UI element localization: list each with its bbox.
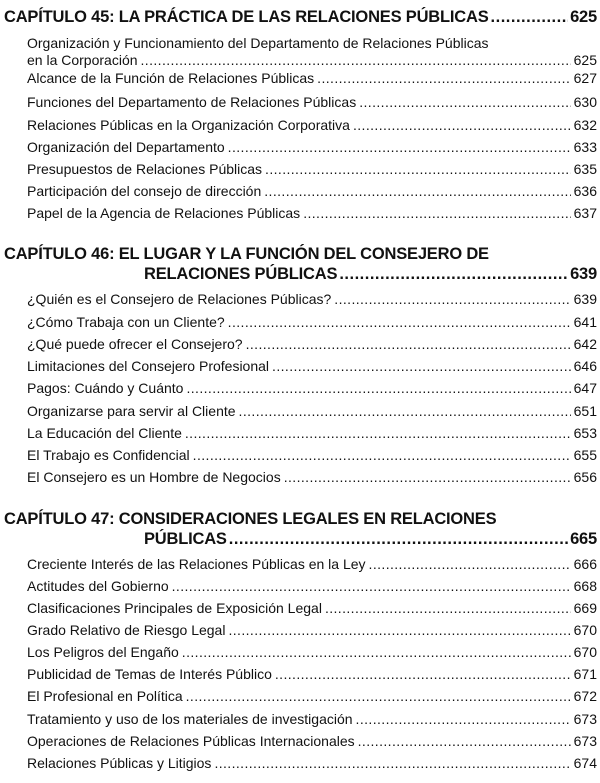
entry-page-number: 635 — [573, 161, 597, 177]
entry-page-number: 636 — [573, 183, 597, 199]
leader-dots — [272, 358, 571, 375]
entry-page-number: 668 — [573, 578, 597, 594]
toc-entry[interactable] — [27, 755, 597, 772]
entry-title: ¿Cómo Trabaja con un Cliente? — [27, 314, 225, 330]
entry-page-number: 673 — [573, 711, 597, 727]
entry-page-number: 630 — [573, 94, 597, 110]
entry-page-number: 641 — [573, 314, 597, 330]
entry-title: Operaciones de Relaciones Públicas Internacionales — [27, 733, 355, 749]
toc-entry[interactable] — [27, 425, 597, 442]
entry-page-number: 674 — [573, 755, 597, 771]
entry-title: Alcance de la Función de Relaciones Públicas — [27, 70, 315, 86]
entry-title: Tratamiento y uso de los materiales de investigación — [27, 711, 353, 727]
entry-page-number: 647 — [573, 380, 597, 396]
leader-dots — [185, 425, 571, 442]
entry-title: ¿Qué puede ofrecer el Consejero? — [27, 336, 243, 352]
entry-title: Limitaciones del Consejero Profesional — [27, 358, 270, 374]
toc-entry[interactable] — [27, 117, 597, 134]
leader-dots — [284, 469, 571, 486]
entry-title: Los Peligros del Engaño — [27, 644, 179, 660]
chapter-page-number: 625 — [570, 8, 597, 26]
entry-page-number: 673 — [573, 733, 597, 749]
entry-title: Actitudes del Gobierno — [27, 578, 169, 594]
leader-dots — [182, 644, 571, 661]
leader-dots — [353, 117, 571, 134]
leader-dots — [186, 380, 570, 397]
toc-entry[interactable] — [27, 666, 597, 683]
leader-dots — [369, 556, 571, 573]
entry-title: El Trabajo es Confidencial — [27, 447, 190, 463]
entry-page-number: 646 — [573, 358, 597, 374]
toc-entry[interactable] — [27, 622, 597, 639]
toc-entry[interactable] — [27, 205, 597, 222]
leader-dots — [275, 666, 571, 683]
toc-entry[interactable] — [27, 291, 597, 308]
entry-page-number: 639 — [573, 291, 597, 307]
leader-dots — [265, 161, 571, 178]
leader-dots — [228, 139, 571, 156]
entry-page-number: 671 — [573, 666, 597, 682]
leader-dots — [317, 70, 570, 87]
chapter-heading — [4, 244, 597, 284]
entry-title: Relaciones Públicas en la Organización Corporativa — [27, 117, 350, 133]
toc-entry[interactable] — [27, 578, 597, 595]
toc-entry[interactable] — [27, 556, 597, 573]
entry-title-line2: en la Corporación — [27, 52, 138, 68]
toc-entry[interactable] — [27, 733, 597, 750]
chapter-title-line2: RELACIONES PÚBLICAS — [144, 265, 338, 283]
toc-entry[interactable] — [27, 600, 597, 617]
chapter-title-line1: CAPÍTULO 47: CONSIDERACIONES LEGALES EN RELACIONES — [4, 510, 497, 528]
leader-dots — [491, 7, 569, 27]
entry-title: Clasificaciones Principales de Exposición Legal — [27, 600, 322, 616]
leader-dots — [356, 711, 571, 728]
entry-page-number: 670 — [573, 644, 597, 660]
chapter-heading — [4, 7, 597, 27]
toc-entry[interactable] — [27, 161, 597, 178]
entry-title: El Profesional en Política — [27, 688, 183, 704]
entry-page-number: 655 — [573, 447, 597, 463]
toc-entry[interactable] — [27, 183, 597, 200]
toc-entry[interactable] — [27, 35, 597, 69]
entry-title: Funciones del Departamento de Relaciones Públicas — [27, 94, 357, 110]
chapter-page-number: 639 — [570, 265, 597, 283]
entry-page-number: 627 — [573, 70, 597, 86]
toc-entry[interactable] — [27, 139, 597, 156]
leader-dots — [334, 291, 570, 308]
entry-title: El Consejero es un Hombre de Negocios — [27, 469, 281, 485]
toc-entry[interactable] — [27, 447, 597, 464]
toc-entry[interactable] — [27, 711, 597, 728]
entry-title: Organizarse para servir al Cliente — [27, 403, 236, 419]
toc-entry[interactable] — [27, 380, 597, 397]
chapter-title-line1: CAPÍTULO 46: EL LUGAR Y LA FUNCIÓN DEL CONSEJERO DE — [4, 245, 489, 263]
toc-entry[interactable] — [27, 336, 597, 353]
chapter-title-line2: PÚBLICAS — [144, 530, 227, 548]
leader-dots — [228, 622, 570, 639]
entry-page-number: 656 — [573, 469, 597, 485]
entry-title: Creciente Interés de las Relaciones Públicas en la Ley — [27, 556, 366, 572]
chapter-title: CAPÍTULO 45: LA PRÁCTICA DE LAS RELACIONES PÚBLICAS — [4, 8, 489, 26]
entry-title: Grado Relativo de Riesgo Legal — [27, 622, 226, 638]
entry-title: Pagos: Cuándo y Cuánto — [27, 380, 184, 396]
leader-dots — [246, 336, 571, 353]
toc-entry[interactable] — [27, 688, 597, 705]
entry-page-number: 653 — [573, 425, 597, 441]
toc-entry[interactable] — [27, 70, 597, 87]
entry-title: La Educación del Cliente — [27, 425, 182, 441]
toc-entry[interactable] — [27, 94, 597, 111]
entry-title: ¿Quién es el Consejero de Relaciones Públicas? — [27, 291, 332, 307]
leader-dots — [303, 205, 570, 222]
leader-dots — [339, 264, 568, 284]
toc-entry[interactable] — [27, 314, 597, 331]
entry-page-number: 672 — [573, 688, 597, 704]
entry-title: Presupuestos de Relaciones Públicas — [27, 161, 263, 177]
leader-dots — [264, 183, 570, 200]
chapter-heading-line — [4, 7, 597, 27]
entry-page-number: 669 — [573, 600, 597, 616]
leader-dots — [172, 578, 571, 595]
leader-dots — [193, 447, 571, 464]
chapter-heading — [4, 509, 597, 549]
entry-page-number: 625 — [573, 52, 597, 68]
entry-page-number: 642 — [573, 336, 597, 352]
leader-dots — [359, 94, 570, 111]
entry-title: Organización del Departamento — [27, 139, 225, 155]
chapter-page-number: 665 — [570, 530, 597, 548]
leader-dots — [228, 314, 571, 331]
entry-title: Participación del consejo de dirección — [27, 183, 262, 199]
leader-dots — [325, 600, 571, 617]
entry-page-number: 651 — [573, 403, 597, 419]
entry-page-number: 670 — [573, 622, 597, 638]
toc-entry[interactable] — [27, 644, 597, 661]
leader-dots — [358, 733, 571, 750]
leader-dots — [229, 529, 568, 549]
entry-page-number: 666 — [573, 556, 597, 572]
entry-page-number: 637 — [573, 205, 597, 221]
leader-dots — [239, 403, 571, 420]
leader-dots — [141, 52, 571, 69]
entry-title: Publicidad de Temas de Interés Público — [27, 666, 272, 682]
entry-page-number: 632 — [573, 117, 597, 133]
toc-entry[interactable] — [27, 358, 597, 375]
leader-dots — [186, 688, 571, 705]
toc-entry[interactable] — [27, 469, 597, 486]
entry-title: Relaciones Públicas y Litigios — [27, 755, 212, 771]
leader-dots — [214, 755, 570, 772]
toc-entry[interactable] — [27, 403, 597, 420]
entry-title-line1: Organización y Funcionamiento del Departamento de Relaciones Públicas — [27, 35, 489, 51]
entry-title: Papel de la Agencia de Relaciones Públicas — [27, 205, 301, 221]
entry-page-number: 633 — [573, 139, 597, 155]
